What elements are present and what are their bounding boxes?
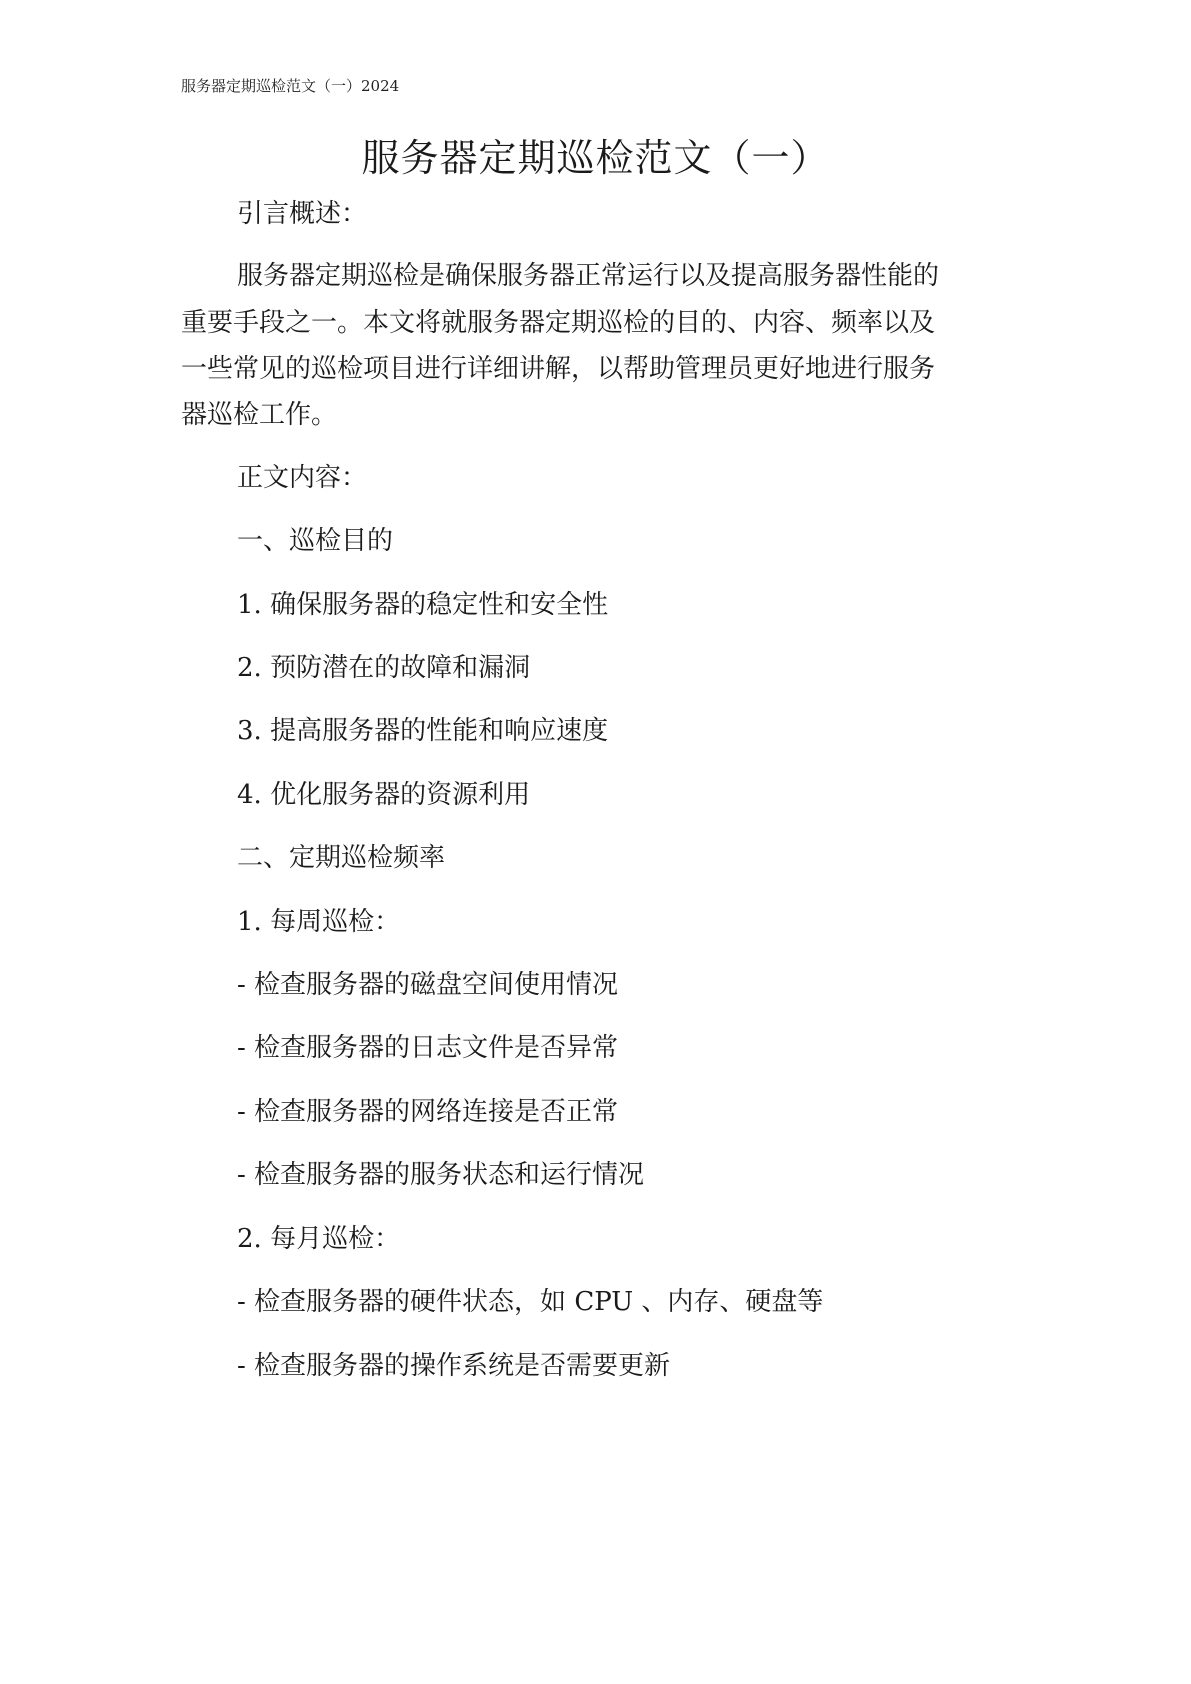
list-item: 4. 优化服务器的资源利用 [237, 780, 531, 810]
intro-paragraph-line: 服务器定期巡检是确保服务器正常运行以及提高服务器性能的 [237, 261, 940, 291]
list-item: 1. 确保服务器的稳定性和安全性 [237, 590, 609, 620]
list-item: - 检查服务器的硬件状态，如 CPU 、内存、硬盘等 [237, 1287, 824, 1317]
section-heading: 二、定期巡检频率 [237, 843, 446, 873]
intro-heading: 引言概述： [237, 199, 368, 229]
list-item: - 检查服务器的服务状态和运行情况 [237, 1160, 645, 1190]
document-title: 服务器定期巡检范文（一） [361, 136, 830, 180]
list-item: - 检查服务器的磁盘空间使用情况 [237, 970, 619, 1000]
intro-paragraph-line: 一些常见的巡检项目进行详细讲解，以帮助管理员更好地进行服务 [181, 354, 936, 384]
intro-paragraph-line: 重要手段之一。本文将就服务器定期巡检的目的、内容、频率以及 [181, 308, 936, 338]
list-item: - 检查服务器的操作系统是否需要更新 [237, 1351, 671, 1381]
subsection-heading: 2. 每月巡检： [237, 1224, 401, 1254]
section-heading: 一、巡检目的 [237, 526, 394, 556]
list-item: - 检查服务器的网络连接是否正常 [237, 1097, 619, 1127]
list-item: - 检查服务器的日志文件是否异常 [237, 1033, 619, 1063]
intro-paragraph-line: 器巡检工作。 [181, 400, 338, 430]
list-item: 3. 提高服务器的性能和响应速度 [237, 716, 609, 746]
running-header: 服务器定期巡检范文（一）2024 [181, 77, 400, 95]
subsection-heading: 1. 每周巡检： [237, 907, 401, 937]
list-item: 2. 预防潜在的故障和漏洞 [237, 653, 531, 683]
body-heading: 正文内容： [237, 463, 368, 493]
